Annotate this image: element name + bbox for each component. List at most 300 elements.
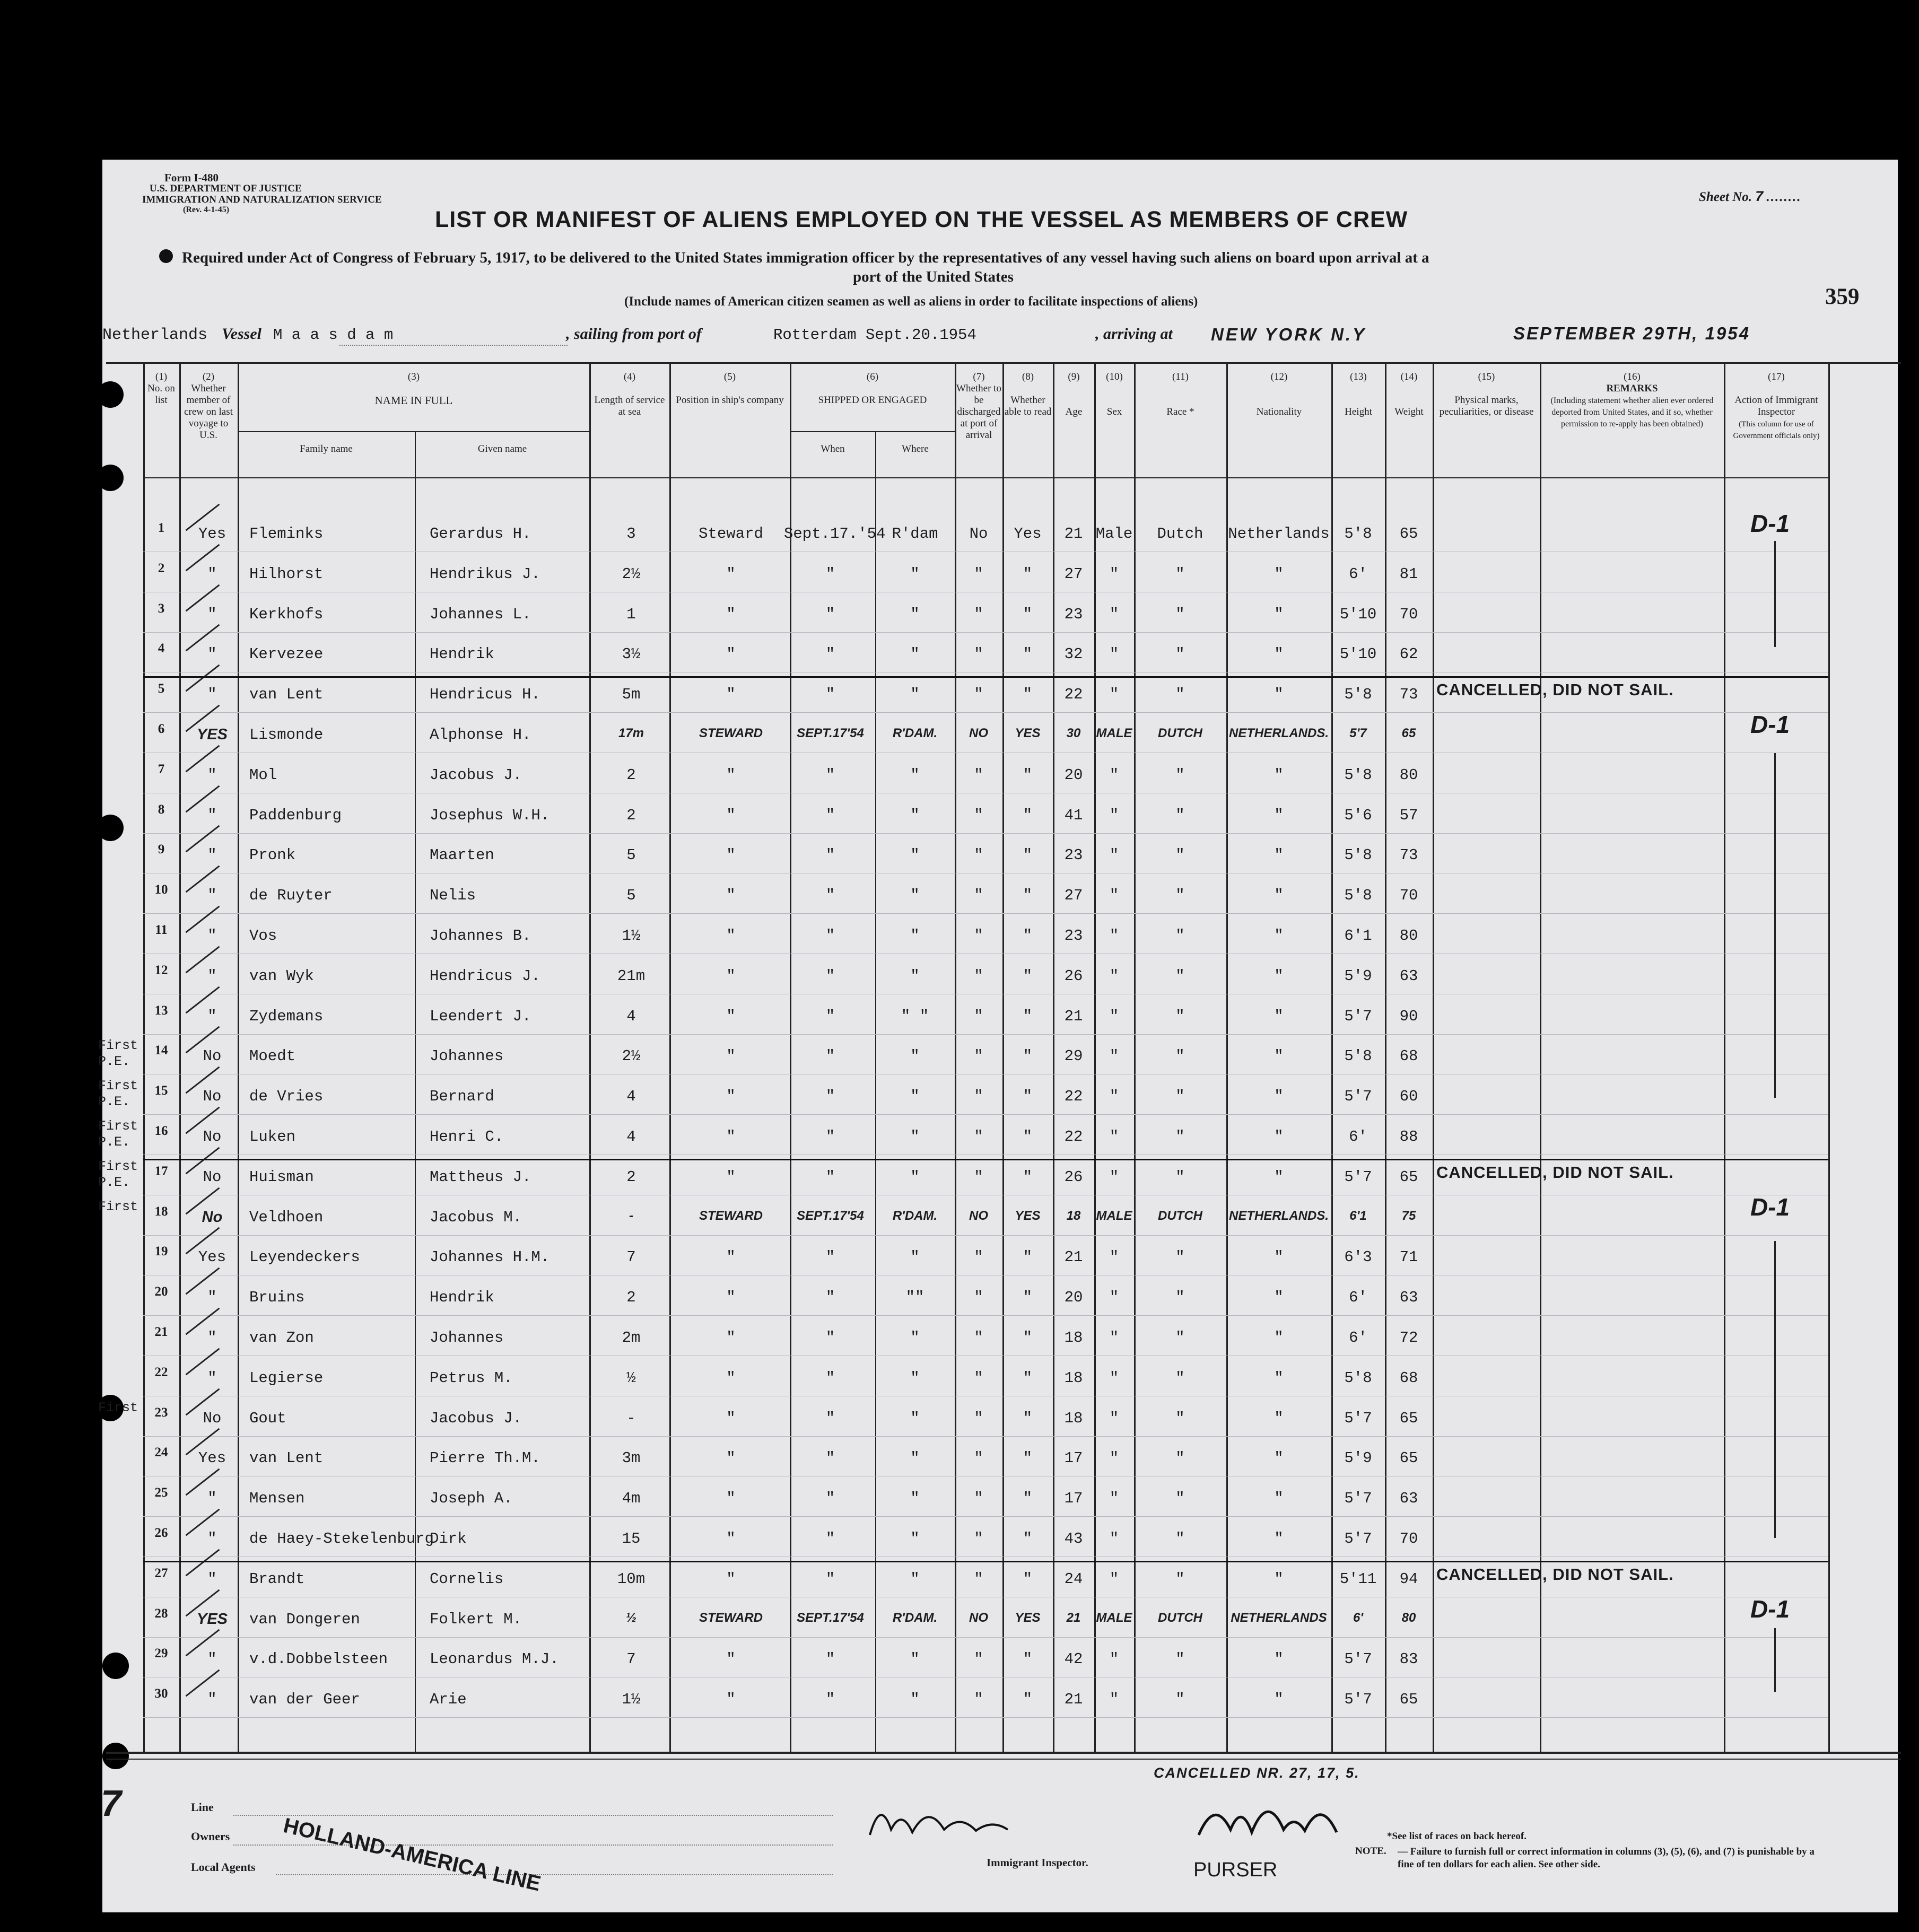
- vessel-dotted-line: [339, 345, 568, 346]
- height-cell: 5'8: [1344, 525, 1372, 543]
- crew-last-voyage: Yes: [198, 1449, 226, 1467]
- age-cell: 17: [1064, 1490, 1083, 1507]
- where-cell: ": [910, 1128, 920, 1146]
- family-name: van Wyk: [249, 967, 314, 985]
- nationality-cell: ": [1274, 1490, 1284, 1507]
- read-cell: ": [1023, 807, 1033, 824]
- discharged-cell: ": [974, 1289, 983, 1306]
- age-cell: 32: [1064, 645, 1083, 663]
- position-cell: Steward: [699, 525, 763, 543]
- name-subheader-rule: [238, 431, 589, 432]
- sex-cell: Male: [1095, 525, 1133, 543]
- height-cell: 5'9: [1344, 967, 1372, 985]
- discharged-cell: ": [974, 1047, 983, 1065]
- purser-signature: [1183, 1782, 1353, 1851]
- row-number: 4: [158, 641, 165, 655]
- nationality-cell: ": [1274, 1329, 1284, 1347]
- race-cell: ": [1175, 887, 1185, 904]
- discharged-cell: ": [974, 1369, 983, 1387]
- col-number: (4) Length of service at sea: [594, 371, 665, 417]
- where-cell: R'DAM.: [892, 1209, 938, 1223]
- col-border: [1724, 363, 1725, 1753]
- col-border: [1433, 363, 1434, 1753]
- nationality-cell: ": [1274, 1168, 1284, 1186]
- nationality-cell: ": [1274, 565, 1284, 583]
- race-cell: ": [1175, 1329, 1185, 1347]
- position-cell: ": [726, 1088, 736, 1105]
- position-cell: ": [726, 1369, 736, 1387]
- position-cell: ": [726, 766, 736, 784]
- service-name: IMMIGRATION AND NATURALIZATION SERVICE: [142, 194, 382, 205]
- position-cell: ": [726, 606, 736, 623]
- discharged-cell: ": [974, 846, 983, 864]
- weight-cell: 70: [1399, 1530, 1418, 1548]
- weight-cell: 63: [1399, 1289, 1418, 1306]
- position-cell: ": [726, 1490, 736, 1507]
- form-number: Form I-480: [164, 171, 219, 184]
- family-name: Luken: [249, 1128, 296, 1146]
- read-cell: ": [1023, 1449, 1033, 1467]
- length-cell: 2m: [622, 1329, 641, 1347]
- vessel-label: Vessel: [222, 325, 261, 343]
- race-cell: ": [1175, 846, 1185, 864]
- row-number: 19: [154, 1244, 168, 1258]
- table-bottom-rule-2: [106, 1759, 1901, 1760]
- row-number: 13: [154, 1003, 168, 1018]
- row-prefix: First P.E.: [98, 1159, 138, 1190]
- family-name: Bruins: [249, 1289, 305, 1306]
- sex-cell: ": [1109, 1168, 1119, 1186]
- read-cell: ": [1023, 1650, 1033, 1668]
- sex-cell: ": [1109, 846, 1119, 864]
- nationality-cell: ": [1274, 1289, 1284, 1306]
- race-note: *See list of races on back hereof.: [1387, 1831, 1527, 1842]
- height-cell: 6': [1349, 1128, 1367, 1146]
- col-border: [589, 363, 591, 1753]
- family-name: Kervezee: [249, 645, 324, 663]
- when-cell: SEPT.17'54: [797, 726, 864, 740]
- subtitle-line1: Required under Act of Congress of February 5, 1917, to be delivered to the United States immigration officer by the representatives of any vessel having such aliens on board upon arrival at a: [182, 249, 1429, 266]
- col-number: (7) Whether to be discharged at port of arrival: [956, 371, 1001, 441]
- row-rule: [143, 1516, 1828, 1517]
- sex-cell: ": [1109, 766, 1119, 784]
- family-name: Mol: [249, 766, 277, 784]
- height-cell: 5'7: [1344, 1008, 1372, 1025]
- weight-cell: 62: [1399, 645, 1418, 663]
- age-cell: 18: [1064, 1410, 1083, 1427]
- where-cell: ": [910, 1369, 920, 1387]
- height-cell: 5'6: [1344, 807, 1372, 824]
- given-name: Leonardus M.J.: [430, 1650, 559, 1668]
- given-name: Maarten: [430, 846, 494, 864]
- race-cell: ": [1175, 1008, 1185, 1025]
- crew-last-voyage: ": [207, 645, 217, 663]
- race-cell: ": [1175, 645, 1185, 663]
- nationality-cell: ": [1274, 1369, 1284, 1387]
- inspector-signature: [859, 1793, 1018, 1846]
- age-cell: 23: [1064, 846, 1083, 864]
- when-cell: ": [825, 1088, 835, 1105]
- position-cell: ": [726, 887, 736, 904]
- punch-hole: [97, 465, 124, 491]
- nationality-cell: ": [1274, 1008, 1284, 1025]
- read-cell: ": [1023, 1248, 1033, 1266]
- height-cell: 5'8: [1344, 766, 1372, 784]
- nationality-cell: ": [1274, 645, 1284, 663]
- height-cell: 5'7: [1344, 1088, 1372, 1105]
- given-name: Mattheus J.: [430, 1168, 531, 1186]
- weight-cell: 71: [1399, 1248, 1418, 1266]
- nationality-cell: ": [1274, 1691, 1284, 1708]
- row-number: 6: [158, 722, 165, 736]
- where-cell: ": [910, 1047, 920, 1065]
- row-number: 22: [154, 1365, 168, 1379]
- where-cell: ": [910, 1329, 920, 1347]
- weight-cell: 57: [1399, 807, 1418, 824]
- position-cell: ": [726, 846, 736, 864]
- purser-label: PURSER: [1193, 1859, 1278, 1881]
- weight-cell: 80: [1399, 927, 1418, 945]
- race-cell: ": [1175, 1449, 1185, 1467]
- race-cell: ": [1175, 807, 1185, 824]
- race-cell: Dutch: [1157, 525, 1203, 543]
- when-cell: ": [825, 1570, 835, 1588]
- sheet-label: Sheet No. 7 ........: [1699, 188, 1802, 204]
- length-cell: 2: [626, 1168, 636, 1186]
- position-cell: ": [726, 565, 736, 583]
- height-cell: 5'8: [1344, 1369, 1372, 1387]
- sex-cell: ": [1109, 1570, 1119, 1588]
- weight-cell: 90: [1399, 1008, 1418, 1025]
- family-name: Lismonde: [249, 726, 324, 744]
- crew-last-voyage: ": [207, 766, 217, 784]
- crew-last-voyage: Yes: [198, 1248, 226, 1266]
- read-cell: ": [1023, 1369, 1033, 1387]
- discharged-cell: ": [974, 927, 983, 945]
- read-cell: ": [1023, 1410, 1033, 1427]
- sex-cell: ": [1109, 1691, 1119, 1708]
- when-cell: ": [825, 846, 835, 864]
- col-border: [1828, 363, 1830, 1753]
- position-cell: STEWARD: [699, 726, 763, 740]
- sex-cell: ": [1109, 645, 1119, 663]
- discharged-cell: ": [974, 686, 983, 703]
- where-cell: ": [910, 927, 920, 945]
- row-number: 24: [154, 1445, 168, 1459]
- discharged-cell: No: [969, 525, 988, 543]
- row-number: 28: [154, 1606, 168, 1621]
- row-number: 21: [154, 1325, 168, 1339]
- age-cell: 23: [1064, 606, 1083, 623]
- sex-cell: ": [1109, 1650, 1119, 1668]
- where-cell: ": [910, 565, 920, 583]
- age-cell: 23: [1064, 927, 1083, 945]
- length-cell: ½: [626, 1369, 636, 1387]
- discharged-cell: ": [974, 1248, 983, 1266]
- length-cell: 2: [626, 766, 636, 784]
- when-cell: ": [825, 1128, 835, 1146]
- age-cell: 18: [1066, 1209, 1081, 1223]
- row-number: 12: [154, 963, 168, 977]
- read-cell: ": [1023, 565, 1033, 583]
- weight-cell: 88: [1399, 1128, 1418, 1146]
- where-cell: ": [910, 1530, 920, 1548]
- strike-through: [143, 1159, 1828, 1160]
- read-cell: ": [1023, 1530, 1033, 1548]
- col-number: (11) Race *: [1166, 371, 1194, 417]
- crew-last-voyage: ": [207, 1691, 217, 1708]
- discharged-cell: NO: [969, 726, 988, 740]
- height-cell: 6': [1349, 1289, 1367, 1306]
- when-cell: ": [825, 1530, 835, 1548]
- age-cell: 21: [1066, 1611, 1081, 1625]
- length-cell: 3: [626, 525, 636, 543]
- where-cell: ": [910, 1570, 920, 1588]
- position-cell: STEWARD: [699, 1209, 763, 1223]
- discharged-cell: ": [974, 887, 983, 904]
- height-cell: 5'7: [1344, 1530, 1372, 1548]
- given-name: Henri C.: [430, 1128, 504, 1146]
- vessel-name: M a a s d a m: [273, 326, 394, 344]
- remarks-cell: CANCELLED, DID NOT SAIL.: [1436, 1163, 1674, 1182]
- race-cell: ": [1175, 766, 1185, 784]
- col-header: Where: [902, 443, 929, 454]
- sex-cell: ": [1109, 565, 1119, 583]
- family-name: Brandt: [249, 1570, 305, 1588]
- read-cell: ": [1023, 1691, 1033, 1708]
- sex-cell: ": [1109, 807, 1119, 824]
- given-name: Johannes H.M.: [430, 1248, 550, 1266]
- weight-cell: 60: [1399, 1088, 1418, 1105]
- read-cell: YES: [1015, 1611, 1041, 1625]
- agents-label: Local Agents: [191, 1860, 256, 1874]
- family-name: Veldhoen: [249, 1209, 324, 1226]
- col-number: (9) Age: [1065, 371, 1083, 417]
- crew-last-voyage: ": [207, 927, 217, 945]
- given-name: Jacobus J.: [430, 766, 522, 784]
- nationality-cell: ": [1274, 807, 1284, 824]
- nationality-cell: ": [1274, 686, 1284, 703]
- height-cell: 5'10: [1339, 606, 1377, 623]
- position-cell: ": [726, 645, 736, 663]
- where-cell: ": [910, 1691, 920, 1708]
- family-name: Moedt: [249, 1047, 296, 1065]
- family-name: de Ruyter: [249, 887, 333, 904]
- row-number: 2: [158, 561, 165, 575]
- weight-cell: 63: [1399, 967, 1418, 985]
- given-name: Cornelis: [430, 1570, 504, 1588]
- when-cell: ": [825, 1369, 835, 1387]
- read-cell: ": [1023, 887, 1033, 904]
- crew-last-voyage: ": [207, 1530, 217, 1548]
- col-border: [669, 363, 671, 1753]
- weight-cell: 70: [1399, 606, 1418, 623]
- crew-last-voyage: ": [207, 1008, 217, 1025]
- crew-last-voyage: ": [207, 1289, 217, 1306]
- length-cell: 2½: [622, 565, 641, 583]
- crew-last-voyage: ": [207, 1490, 217, 1507]
- col-number: (2) Whether member of crew on last voyage to U.S.: [184, 371, 233, 441]
- given-name: Joseph A.: [430, 1490, 513, 1507]
- height-cell: 6': [1349, 565, 1367, 583]
- when-cell: SEPT.17'54: [797, 1209, 864, 1223]
- age-cell: 30: [1066, 726, 1081, 740]
- age-cell: 41: [1064, 807, 1083, 824]
- row-number: 23: [154, 1405, 168, 1420]
- read-cell: ": [1023, 967, 1033, 985]
- col-number: (6) SHIPPED OR ENGAGED: [818, 371, 927, 406]
- d1-bracket-line: [1774, 753, 1776, 1098]
- length-cell: 4m: [622, 1490, 641, 1507]
- nationality-cell: ": [1274, 1449, 1284, 1467]
- read-cell: ": [1023, 1329, 1033, 1347]
- col-number: (1) No. on list: [147, 371, 175, 406]
- crew-last-voyage: ": [207, 686, 217, 703]
- discharged-cell: ": [974, 1530, 983, 1548]
- sex-cell: ": [1109, 606, 1119, 623]
- read-cell: ": [1023, 686, 1033, 703]
- when-cell: ": [825, 1650, 835, 1668]
- length-cell: 21m: [617, 967, 646, 985]
- weight-cell: 65: [1399, 1691, 1418, 1708]
- row-rule: [143, 913, 1828, 914]
- height-cell: 5'8: [1344, 887, 1372, 904]
- length-cell: 15: [622, 1530, 641, 1548]
- row-rule: [143, 1114, 1828, 1115]
- row-rule: [143, 712, 1828, 713]
- when-cell: SEPT.17'54: [797, 1611, 864, 1625]
- age-cell: 20: [1064, 766, 1083, 784]
- sex-cell: ": [1109, 927, 1119, 945]
- discharged-cell: ": [974, 1691, 983, 1708]
- read-cell: ": [1023, 927, 1033, 945]
- race-cell: ": [1175, 1168, 1185, 1186]
- position-cell: ": [726, 1449, 736, 1467]
- nationality-cell: ": [1274, 606, 1284, 623]
- family-name: van der Geer: [249, 1691, 360, 1708]
- discharged-cell: ": [974, 766, 983, 784]
- nationality-cell: ": [1274, 1650, 1284, 1668]
- col-number: (5) Position in ship's company: [676, 371, 784, 406]
- weight-cell: 80: [1399, 766, 1418, 784]
- where-cell: ": [910, 1248, 920, 1266]
- read-cell: YES: [1015, 726, 1041, 740]
- given-name: Nelis: [430, 887, 476, 904]
- discharged-cell: ": [974, 1329, 983, 1347]
- weight-cell: 75: [1401, 1209, 1416, 1223]
- position-cell: ": [726, 1530, 736, 1548]
- family-name: Kerkhofs: [249, 606, 324, 623]
- length-cell: 1½: [622, 1691, 641, 1708]
- punch-hole: [102, 1653, 129, 1679]
- row-number: 27: [154, 1566, 168, 1580]
- crew-last-voyage: No: [203, 1088, 222, 1105]
- department: U.S. DEPARTMENT OF JUSTICE: [150, 183, 302, 194]
- agents-rule: [276, 1874, 833, 1875]
- discharged-cell: ": [974, 1410, 983, 1427]
- race-cell: ": [1175, 967, 1185, 985]
- row-number: 26: [154, 1526, 168, 1540]
- when-cell: ": [825, 686, 835, 703]
- height-cell: 6'1: [1344, 927, 1372, 945]
- remarks-cell: CANCELLED, DID NOT SAIL.: [1436, 680, 1674, 699]
- given-name: Bernard: [430, 1088, 494, 1105]
- crew-last-voyage: No: [203, 1410, 222, 1427]
- sex-cell: ": [1109, 887, 1119, 904]
- read-cell: YES: [1015, 1209, 1041, 1223]
- discharged-cell: ": [974, 1168, 983, 1186]
- age-cell: 43: [1064, 1530, 1083, 1548]
- owners-label: Owners: [191, 1830, 230, 1843]
- height-cell: 6'1: [1349, 1209, 1367, 1223]
- given-name: Hendricus J.: [430, 967, 540, 985]
- position-cell: ": [726, 1248, 736, 1266]
- when-cell: ": [825, 1410, 835, 1427]
- where-cell: ": [910, 846, 920, 864]
- row-number: 5: [158, 681, 165, 696]
- table-header-rule: [143, 477, 1828, 478]
- col-number: (17) Action of Immigrant Inspector (This column for use of Government officials only): [1733, 371, 1820, 440]
- col-border: [179, 363, 181, 1753]
- punch-hole: [102, 1743, 129, 1769]
- row-number: 17: [154, 1164, 168, 1178]
- crew-last-voyage: ": [207, 967, 217, 985]
- discharged-cell: ": [974, 1128, 983, 1146]
- read-cell: ": [1023, 1570, 1033, 1588]
- action-cell: D-1: [1750, 711, 1790, 738]
- family-name: Pronk: [249, 846, 296, 864]
- weight-cell: 68: [1399, 1047, 1418, 1065]
- line-label: Line: [191, 1800, 214, 1814]
- age-cell: 29: [1064, 1047, 1083, 1065]
- col-number: (3) NAME IN FULL: [374, 371, 453, 407]
- row-number: 16: [154, 1124, 168, 1138]
- race-cell: ": [1175, 1530, 1185, 1548]
- weight-cell: 65: [1401, 726, 1416, 740]
- subtitle-note: (Include names of American citizen seamen as well as aliens in order to facilitate inspections of aliens): [624, 294, 1198, 309]
- age-cell: 21: [1064, 1691, 1083, 1708]
- discharged-cell: ": [974, 1449, 983, 1467]
- sex-cell: ": [1109, 1369, 1119, 1387]
- note-text: — Failure to furnish full or correct information in columns (3), (5), (6), and (7) is punishable by a fine of ten dollars for each alien. See other side.: [1398, 1846, 1815, 1870]
- race-cell: ": [1175, 1088, 1185, 1105]
- subtitle-line2: port of the United States: [853, 268, 1014, 285]
- row-number: 7: [158, 762, 165, 776]
- age-cell: 22: [1064, 686, 1083, 703]
- family-name: Legierse: [249, 1369, 324, 1387]
- when-cell: ": [825, 766, 835, 784]
- nationality-cell: ": [1274, 887, 1284, 904]
- sailing-label: , sailing from port of: [566, 325, 702, 343]
- read-cell: ": [1023, 606, 1033, 623]
- action-cell: D-1: [1750, 1595, 1790, 1623]
- nationality-cell: NETHERLANDS.: [1228, 726, 1329, 740]
- height-cell: 5'9: [1344, 1449, 1372, 1467]
- sex-cell: ": [1109, 1410, 1119, 1427]
- read-cell: ": [1023, 766, 1033, 784]
- col-number: (10) Sex: [1106, 371, 1123, 417]
- race-cell: ": [1175, 606, 1185, 623]
- crew-last-voyage: YES: [196, 1611, 228, 1628]
- length-cell: 7: [626, 1650, 636, 1668]
- arriving-label: , arriving at: [1095, 325, 1173, 343]
- row-rule: [143, 833, 1828, 834]
- age-cell: 21: [1064, 525, 1083, 543]
- race-cell: DUTCH: [1158, 1611, 1202, 1625]
- col-header: Given name: [477, 443, 527, 454]
- race-cell: DUTCH: [1158, 1209, 1202, 1223]
- nationality-cell: ": [1274, 846, 1284, 864]
